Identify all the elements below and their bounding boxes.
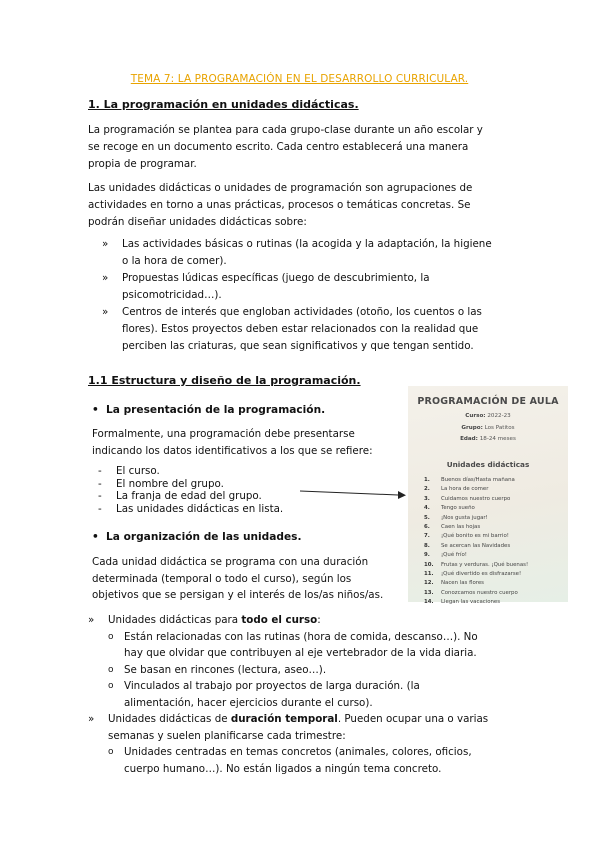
unit-number: 10. <box>424 561 434 568</box>
dash-marker: - <box>98 490 102 502</box>
paragraph-programacion <box>88 122 518 173</box>
list-item <box>98 478 283 491</box>
unit-number: 3. <box>424 495 430 502</box>
text-line: o la hora de comer). <box>122 255 227 267</box>
presentacion-heading <box>92 404 325 416</box>
text-part: . Pueden ocupar una o varias <box>337 713 489 725</box>
bullet-marker: » <box>88 713 95 725</box>
text-line: determinada (temporal o todo el curso), según los <box>92 572 352 585</box>
unit-item <box>424 551 528 560</box>
bullet-marker: » <box>88 614 95 626</box>
unit-item <box>424 561 528 570</box>
bullet-dot: • <box>92 404 99 416</box>
unit-number: 8. <box>424 542 430 549</box>
text-line: actividades en torno a unas prácticas, procesos o temáticas concretas. Se <box>88 199 471 211</box>
unit-title: Se acercan las Navidades <box>441 542 511 549</box>
card-curso <box>408 413 568 419</box>
unit-item <box>424 542 528 551</box>
bullet-marker: » <box>102 306 109 318</box>
unit-title: ¡Qué frío! <box>441 552 467 559</box>
unit-title: Caen las hojas <box>441 524 481 531</box>
text-part: Unidades didácticas de <box>108 713 231 725</box>
dash-marker: - <box>98 477 102 490</box>
text-line: La programación se plantea para cada grupo-clase durante un año escolar y <box>88 124 483 136</box>
unit-number: 14. <box>424 599 434 606</box>
unit-title: Buenos días/Hasta mañana <box>441 477 515 483</box>
unit-item <box>424 598 528 607</box>
edad-label: Edad: <box>460 436 478 442</box>
dash-marker: - <box>98 465 102 477</box>
unit-title: Nacen las flores <box>441 580 484 587</box>
unit-item <box>424 476 528 485</box>
text-line: Se basan en rincones (lectura, aseo…). <box>124 663 327 676</box>
todo-curso-item <box>88 612 528 629</box>
text-line: Las unidades didácticas o unidades de programación son agrupaciones de <box>88 182 473 194</box>
bullet-marker: » <box>102 238 109 250</box>
bold-text: todo el curso <box>241 614 318 626</box>
unit-title: ¡Qué bonito es mi barrio! <box>441 533 509 540</box>
programacion-aula-image <box>408 386 568 606</box>
unit-title: ¡Nos gusta jugar! <box>441 514 488 521</box>
curso-value: 2022-23 <box>487 413 511 419</box>
list-item <box>88 662 528 679</box>
unit-item <box>424 514 528 523</box>
heading-text: La organización de las unidades. <box>106 531 302 543</box>
duracion-block <box>88 612 528 777</box>
text-line: Propuestas lúdicas específicas (juego de descubrimiento, la <box>122 272 430 284</box>
text-part: Unidades didácticas para <box>108 614 242 626</box>
bullet-list-unidades <box>102 236 522 355</box>
unit-item <box>424 495 528 504</box>
item-text: El nombre del grupo. <box>116 477 224 490</box>
text-line: Centros de interés que engloban actividades (otoño, los cuentos o las <box>122 306 482 318</box>
unit-item <box>424 504 528 513</box>
bullet-dot: • <box>92 531 99 543</box>
item-text: La franja de edad del grupo. <box>116 490 262 502</box>
card-subtitle: Unidades didácticas <box>446 460 530 469</box>
text-line: se recoge en un documento escrito. Cada centro establecerá una manera <box>88 141 469 153</box>
unit-title: Tengo sueño <box>441 505 475 512</box>
text-line: psicomotricidad…). <box>122 289 222 301</box>
grupo-value: Los Patitos <box>484 425 515 431</box>
unit-item <box>424 579 528 588</box>
unit-item <box>424 485 528 494</box>
section-1-heading: 1. La programación en unidades didácticas. <box>88 98 359 111</box>
units-list <box>424 476 528 608</box>
paragraph-unidades <box>88 180 518 231</box>
unit-number: 13. <box>424 589 434 596</box>
card-grupo <box>408 425 568 431</box>
list-item <box>102 270 522 304</box>
unit-title: Conozcamos nuestro cuerpo <box>441 589 518 596</box>
circle-bullet: o <box>108 631 114 642</box>
text-part: : <box>317 614 321 626</box>
text-line: perciben las criaturas, que sean significativos y que tengan sentido. <box>122 340 474 352</box>
unit-item <box>424 532 528 541</box>
dash-marker: - <box>98 502 102 515</box>
text-line: Unidades centradas en temas concretos (animales, colores, oficios, <box>124 746 472 758</box>
organizacion-heading <box>92 531 302 543</box>
unit-item <box>424 570 528 579</box>
unit-title: Cuidamos nuestro cuerpo <box>441 495 511 502</box>
unit-title: Frutas y verduras. ¡Qué buenas! <box>441 561 529 568</box>
unit-number: 9. <box>424 552 430 559</box>
bold-text: duración temporal <box>230 713 338 725</box>
circle-bullet: o <box>108 747 114 757</box>
item-text: El curso. <box>116 465 160 477</box>
text-line: Cada unidad didáctica se programa con una duración <box>92 556 369 568</box>
card-title: PROGRAMACIÓN DE AULA <box>417 396 559 407</box>
text-line: cuerpo humano…). No están ligados a ningún tema concreto. <box>124 762 442 775</box>
list-item <box>98 465 283 478</box>
card-edad <box>408 436 568 442</box>
text-line: Formalmente, una programación debe presentarse <box>92 428 355 440</box>
curso-label: Curso: <box>465 413 486 419</box>
heading-text: La presentación de la programación. <box>106 404 326 416</box>
text-line: objetivos que se persigan y el interés de los/as niños/as. <box>92 589 384 601</box>
unit-number: 2. <box>424 486 430 493</box>
list-item <box>98 490 283 503</box>
bullet-marker: » <box>102 272 109 284</box>
document-title: TEMA 7: LA PROGRAMACIÓN EN EL DESARROLLO CURRICULAR. <box>130 73 469 85</box>
text-line: podrán diseñar unidades didácticas sobre: <box>88 216 307 228</box>
unit-number: 1. <box>424 477 430 483</box>
text-line: Están relacionadas con las rutinas (hora de comida, descanso…). No <box>124 630 478 643</box>
temporal-item <box>88 711 528 728</box>
unit-number: 12. <box>424 580 434 587</box>
dash-list-datos <box>98 465 283 515</box>
unit-number: 7. <box>424 533 430 540</box>
text-line: hay que olvidar que contribuyen al eje vertebrador de la vida diaria. <box>124 647 477 659</box>
list-item <box>88 744 528 777</box>
list-item <box>102 236 522 270</box>
grupo-label: Grupo: <box>461 425 483 431</box>
list-item <box>98 503 283 516</box>
unit-title: La hora de comer <box>441 486 489 493</box>
text-line: flores). Estos proyectos deben estar relacionados con la realidad que <box>122 323 479 335</box>
unit-number: 4. <box>424 505 430 512</box>
unit-item <box>424 589 528 598</box>
list-item <box>88 629 528 662</box>
presentacion-text <box>92 426 412 459</box>
unit-number: 5. <box>424 514 430 521</box>
text-line: propia de programar. <box>88 158 197 170</box>
list-item <box>88 678 528 711</box>
unit-number: 6. <box>424 524 430 531</box>
text-line: alimentación, hacer ejercicios durante el curso). <box>124 696 373 709</box>
circle-bullet: o <box>108 664 114 675</box>
item-text: Las unidades didácticas en lista. <box>116 502 284 515</box>
text-line: Vinculados al trabajo por proyectos de larga duración. (la <box>124 680 420 692</box>
unit-number: 11. <box>424 571 434 578</box>
arrow-icon <box>300 487 408 501</box>
list-item <box>102 304 522 355</box>
text-line: indicando los datos identificativos a los que se refiere: <box>92 444 373 457</box>
unit-title: ¡Qué divertido es disfrazarse! <box>441 571 522 578</box>
unit-item <box>424 523 528 532</box>
text-line: semanas y suelen planificarse cada trimestre: <box>108 729 346 742</box>
section-1-1-heading: 1.1 Estructura y diseño de la programación. <box>88 374 361 387</box>
circle-bullet: o <box>108 681 114 691</box>
edad-value: 18-24 meses <box>479 436 516 442</box>
text-line: Las actividades básicas o rutinas (la acogida y la adaptación, la higiene <box>122 238 492 250</box>
unit-title: Llegan las vacaciones <box>441 599 501 606</box>
organizacion-text <box>92 554 422 604</box>
